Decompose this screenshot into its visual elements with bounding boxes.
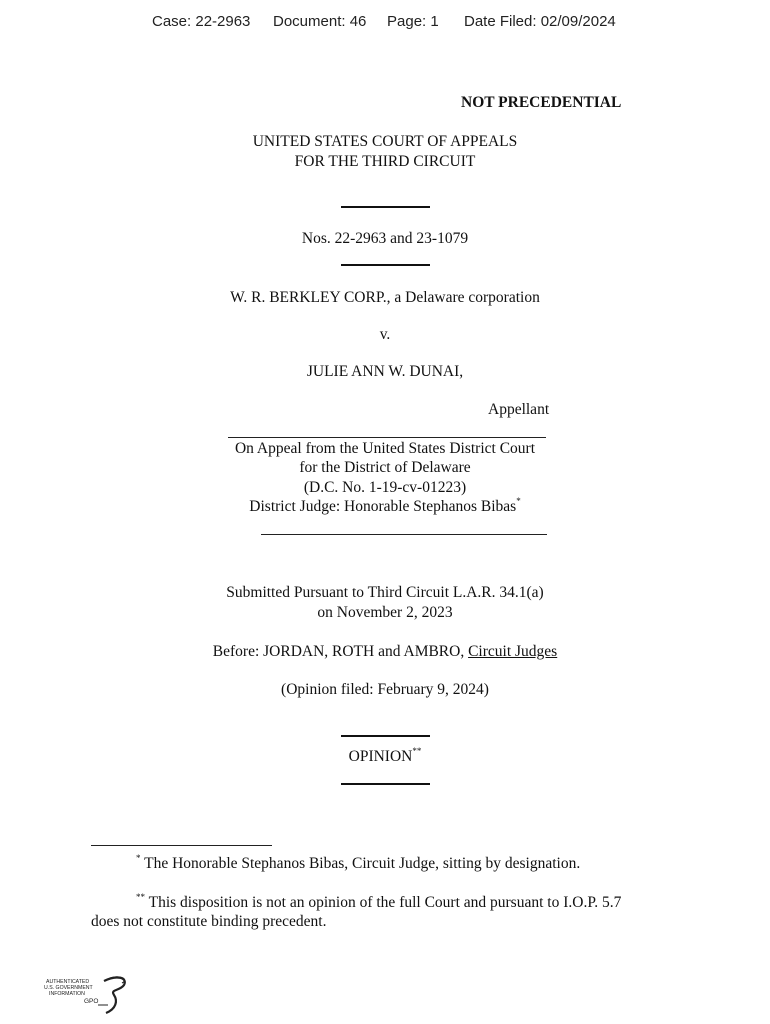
footnote-2-line1: ** This disposition is not an opinion of the full Court and pursuant to I.O.P. 5.7: [136, 892, 622, 911]
opinion-filed-date: (Opinion filed: February 9, 2024): [281, 681, 489, 698]
separator-rule: [341, 264, 430, 266]
district-judge-line: District Judge: Honorable Stephanos Bibas*: [249, 496, 521, 515]
versus-label: v.: [379, 326, 391, 343]
gpo-logo-text: AUTHENTICATED: [46, 979, 90, 985]
gpo-authentication-logo: [44, 975, 134, 1019]
gpo-logo-text: GPO: [84, 998, 99, 1005]
footnote-marker: **: [136, 892, 145, 902]
separator-rule: [341, 206, 430, 208]
appeal-origin-line2: for the District of Delaware: [299, 459, 471, 476]
submission-line2: on November 2, 2023: [317, 604, 453, 621]
footnote-marker: *: [136, 853, 141, 863]
defendant-name: JULIE ANN W. DUNAI,: [306, 363, 464, 380]
submission-line1: Submitted Pursuant to Third Circuit L.A.R. 34.1(a): [226, 584, 544, 601]
opinion-heading: OPINION**: [348, 746, 422, 765]
footnote-marker: **: [412, 746, 422, 756]
case-numbers: Nos. 22-2963 and 23-1079: [301, 230, 469, 247]
date-filed-header: Date Filed: 02/09/2024: [464, 13, 616, 30]
not-precedential-label: NOT PRECEDENTIAL: [461, 94, 622, 111]
district-case-number: (D.C. No. 1-19-cv-01223): [303, 479, 467, 496]
footnote-2-line2: does not constitute binding precedent.: [91, 913, 327, 930]
footnote-marker: *: [516, 496, 521, 506]
gpo-logo-text: U.S. GOVERNMENT: [44, 985, 93, 991]
footnote-1: * The Honorable Stephanos Bibas, Circuit Judge, sitting by designation.: [136, 853, 581, 872]
gpo-eagle-icon: [44, 975, 134, 1019]
divider-line: [261, 534, 547, 535]
footnote-separator: [91, 845, 272, 846]
separator-rule: [341, 735, 430, 737]
appellant-role: Appellant: [488, 401, 550, 418]
plaintiff-name: W. R. BERKLEY CORP., a Delaware corporation: [230, 289, 540, 306]
gpo-logo-text: INFORMATION: [49, 991, 85, 997]
appeal-origin-line1: On Appeal from the United States District Court: [234, 440, 536, 457]
case-number-header: Case: 22-2963: [152, 13, 251, 30]
separator-rule: [341, 783, 430, 785]
divider-line: [228, 437, 546, 438]
circuit-judges-title: Circuit Judges: [468, 643, 558, 660]
court-name-line1: UNITED STATES COURT OF APPEALS: [252, 133, 518, 150]
document-number-header: Document: 46: [273, 13, 367, 30]
panel-judges: Before: JORDAN, ROTH and AMBRO, Circuit Judges: [212, 643, 558, 660]
court-name-line2: FOR THE THIRD CIRCUIT: [294, 153, 476, 170]
page-number-header: Page: 1: [387, 13, 439, 30]
